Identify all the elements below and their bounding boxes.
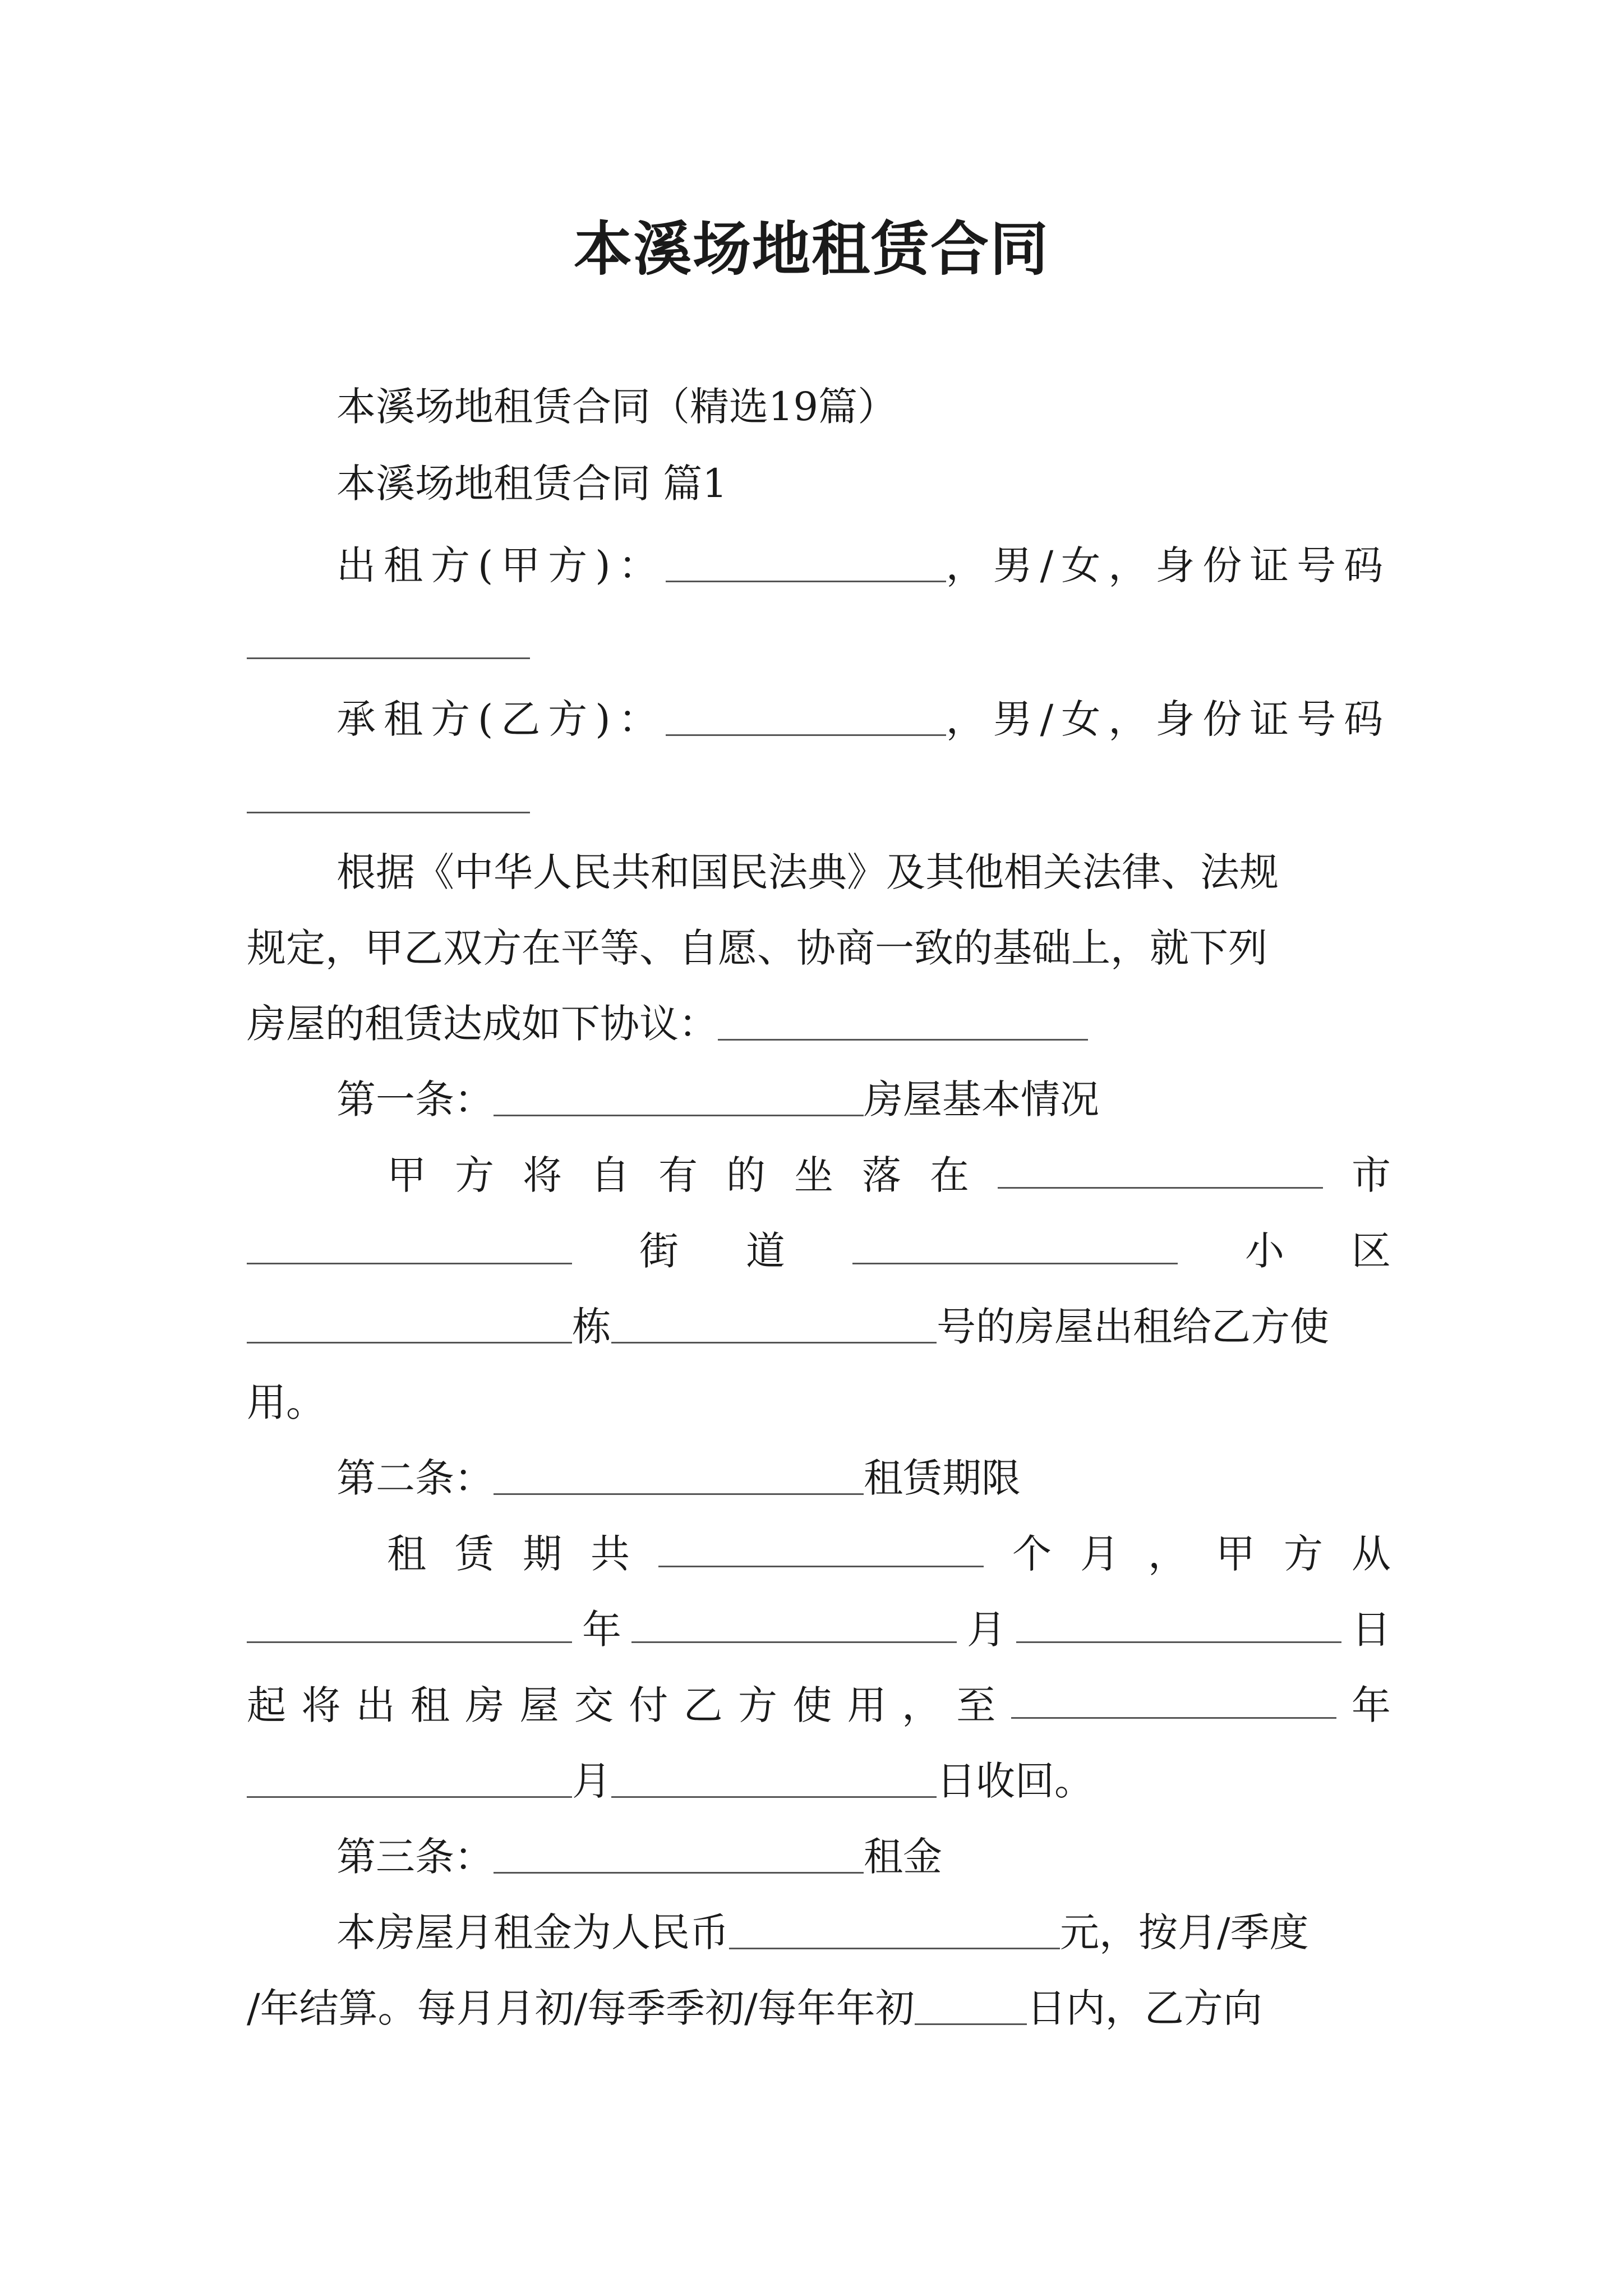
lessee-id-blank[interactable] <box>247 772 530 813</box>
a2-word: 从 <box>1352 1531 1391 1577</box>
a2-word: 期 <box>523 1531 562 1577</box>
article-2-name: 租赁期限 <box>864 1455 1021 1501</box>
a2-word: 租 <box>410 1682 450 1728</box>
article-1-line-3-end: 号的房屋出租给乙方使 <box>937 1304 1329 1350</box>
lessee-line <box>247 691 1391 747</box>
a2-word: 乙 <box>683 1682 723 1728</box>
intro-line-2: 规定，甲乙双方在平等、自愿、协商一致的基础上，就下列 <box>247 925 1267 971</box>
a1-word: 在 <box>930 1152 969 1198</box>
article-3-heading <box>247 1829 1391 1885</box>
city-blank[interactable] <box>998 1148 1323 1189</box>
article-1-blank[interactable] <box>494 1075 864 1116</box>
a2-word: 方 <box>737 1682 777 1728</box>
article-1-line-4: 用。 <box>247 1379 325 1425</box>
a2-word: 月 <box>1080 1531 1119 1577</box>
a1-word: 落 <box>862 1152 901 1198</box>
street-char-1: 街 <box>639 1228 679 1274</box>
lessor-name-blank[interactable] <box>666 541 946 582</box>
a2-word: 方 <box>1284 1531 1323 1577</box>
end-day-label: 日收回。 <box>937 1758 1094 1804</box>
section-title: 本溪场地租赁合同 篇1 <box>336 461 727 507</box>
street-blank[interactable] <box>247 1223 572 1264</box>
intro-blank[interactable] <box>718 1000 1088 1041</box>
article-3-line-2 <box>247 1980 1391 2036</box>
article-3-name: 租金 <box>864 1834 942 1880</box>
a2-word: 将 <box>301 1682 341 1728</box>
payment-days-blank[interactable] <box>915 1984 1027 2025</box>
article-1-name: 房屋基本情况 <box>864 1076 1099 1122</box>
a2-word: 甲 <box>1216 1531 1255 1577</box>
lessor-label: 出租方(甲方)： <box>336 542 666 588</box>
a2-word: 个 <box>1012 1531 1052 1577</box>
a1-word: 自 <box>591 1152 630 1198</box>
start-month-blank[interactable] <box>631 1602 957 1643</box>
a1-word: 有 <box>658 1152 698 1198</box>
start-year-blank[interactable] <box>247 1602 572 1643</box>
lessee-id-line <box>247 769 1391 825</box>
article-2-blank[interactable] <box>494 1454 864 1495</box>
end-day-blank[interactable] <box>611 1757 937 1798</box>
article-2-heading <box>247 1450 1391 1506</box>
building-blank[interactable] <box>247 1303 572 1343</box>
intro-line-3-text: 房屋的租赁达成如下协议： <box>247 1001 718 1047</box>
end-month-blank[interactable] <box>247 1757 572 1798</box>
article-3-label: 第三条： <box>336 1834 494 1880</box>
community-char-2: 区 <box>1352 1228 1391 1274</box>
article-2-line-3 <box>247 1677 1391 1733</box>
a2-word: 交 <box>574 1682 614 1728</box>
article-1-label: 第一条： <box>336 1076 494 1122</box>
document-title: 本溪场地租赁合同 <box>573 214 1049 283</box>
article-2-label: 第二条： <box>336 1455 494 1501</box>
a1-word: 方 <box>455 1152 494 1198</box>
article-1-line-3 <box>247 1299 1391 1355</box>
unit-blank[interactable] <box>611 1303 937 1343</box>
street-char-2: 道 <box>746 1228 785 1274</box>
lessor-id-blank[interactable] <box>247 618 530 659</box>
year-label: 年 <box>582 1607 621 1653</box>
a2-word: ， <box>1148 1531 1187 1577</box>
lessor-id-line <box>247 614 1391 670</box>
a2-word: 共 <box>591 1531 630 1577</box>
a2-word: 至 <box>956 1682 996 1728</box>
lessor-line <box>247 537 1391 593</box>
a2-word: 屋 <box>519 1682 559 1728</box>
intro-line-1: 根据《中华人民共和国民法典》及其他相关法律、法规 <box>336 849 1279 895</box>
a2-word: 使 <box>792 1682 832 1728</box>
building-label: 栋 <box>572 1304 611 1350</box>
rent-text: 本房屋月租金为人民币 <box>336 1910 729 1955</box>
article-1-heading <box>247 1071 1391 1128</box>
months-blank[interactable] <box>658 1526 984 1567</box>
article-3-line-1 <box>247 1904 1391 1961</box>
document-subtitle: 本溪场地租赁合同（精选19篇） <box>336 384 897 430</box>
a2-word: 出 <box>356 1682 395 1728</box>
a1-word: 坐 <box>794 1152 833 1198</box>
rent-unit-text: 元，按月/季度 <box>1060 1910 1309 1955</box>
month-label: 月 <box>967 1607 1006 1653</box>
lessee-label: 承租方(乙方)： <box>336 696 666 742</box>
a1-word: 的 <box>726 1152 766 1198</box>
a2-word: 赁 <box>455 1531 494 1577</box>
a2-word: 房 <box>465 1682 505 1728</box>
lessee-name-blank[interactable] <box>666 695 946 736</box>
a2-word: 付 <box>629 1682 668 1728</box>
article-2-line-1 <box>247 1526 1391 1582</box>
a2-word: ， <box>901 1682 941 1728</box>
a2-word: 起 <box>247 1682 286 1728</box>
day-label: 日 <box>1352 1607 1391 1653</box>
start-day-blank[interactable] <box>1016 1602 1341 1643</box>
a1-word: 将 <box>523 1152 562 1198</box>
community-blank[interactable] <box>852 1223 1178 1264</box>
end-year-blank[interactable] <box>1011 1678 1336 1719</box>
article-3-blank[interactable] <box>494 1833 864 1874</box>
article-1-line-1 <box>247 1147 1391 1203</box>
end-month-label: 月 <box>572 1758 611 1804</box>
a2-word: 用 <box>847 1682 887 1728</box>
article-2-line-4 <box>247 1753 1391 1809</box>
article-1-line-2 <box>247 1223 1391 1279</box>
a1-word: 甲 <box>387 1152 426 1198</box>
end-year-label: 年 <box>1351 1682 1391 1728</box>
settlement-text: /年结算。每月月初/每季季初/每年年初 <box>247 1985 915 2031</box>
settlement-end-text: 日内，乙方向 <box>1026 1985 1262 2031</box>
a2-word: 租 <box>387 1531 426 1577</box>
rent-amount-blank[interactable] <box>729 1908 1060 1949</box>
article-2-line-2 <box>247 1602 1391 1658</box>
intro-line-3 <box>247 996 1391 1052</box>
lessee-mid-text: ，男/女，身份证号码 <box>946 696 1391 742</box>
community-char-1: 小 <box>1245 1228 1284 1274</box>
city-label: 市 <box>1352 1152 1391 1198</box>
lessor-mid-text: ，男/女，身份证号码 <box>946 542 1391 588</box>
